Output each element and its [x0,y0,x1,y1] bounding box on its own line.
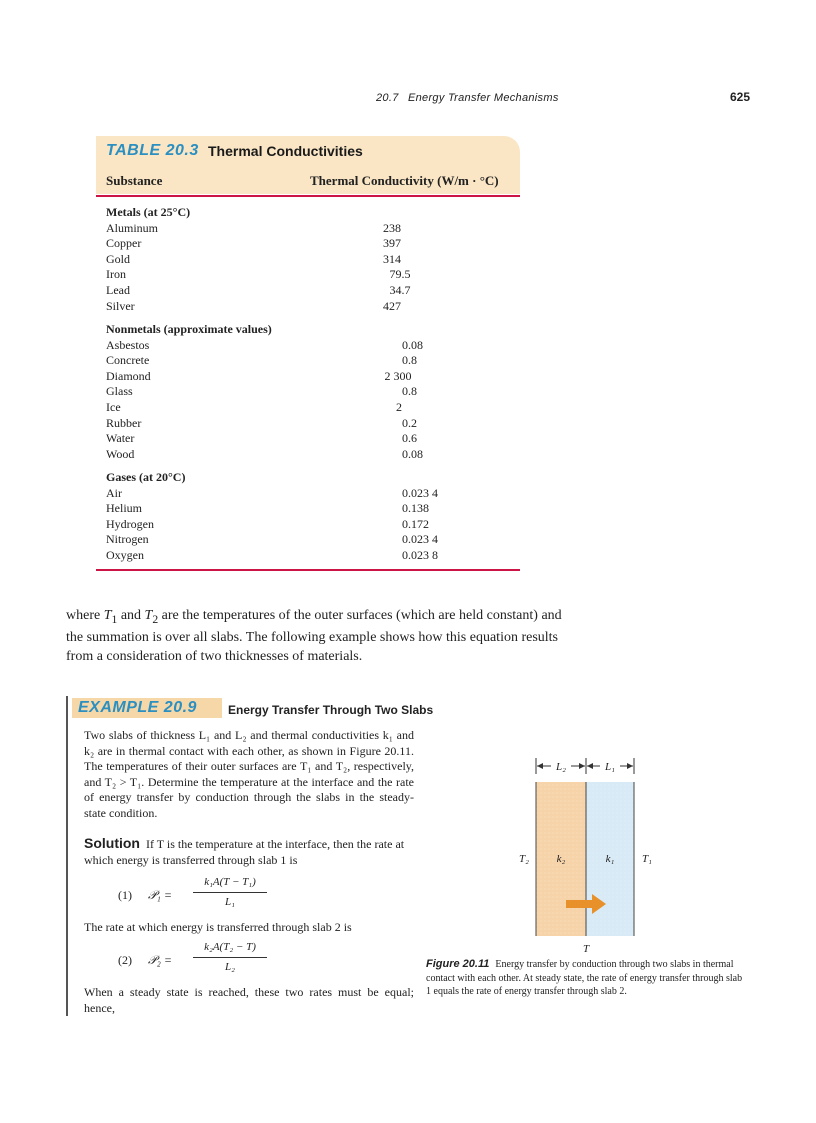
para-text: are the temperatures of the outer surfaces (which are held constant) and the summation is over all slabs. The following example shows how this equation results from a consideration of two thicknesses of materials. [66,608,562,664]
table-cell-conductivity: 397 [383,236,401,251]
body-paragraph [66,607,566,666]
label-T1: T₁ [642,853,652,865]
table-group-heading: Metals (at 25°C) [106,205,191,219]
example-title: Energy Transfer Through Two Slabs [228,703,434,717]
example-label: EXAMPLE 20.9 [78,699,197,716]
label-L2: L₂ [556,761,566,773]
table-cell-substance: Air [106,485,122,500]
label-L1: L₁ [605,761,615,773]
label-T: T [582,943,590,955]
figure-caption-label: Figure 20.11 [426,958,490,970]
equation-1-denominator: L₁ [225,896,235,908]
example-banner-arrow [200,698,214,718]
equation-2-lhs: 𝒫₂ = [148,953,172,967]
table-cell-substance: Oxygen [106,548,144,562]
table-title: Thermal Conductivities [208,143,363,159]
equation-2-denominator: L₂ [225,961,235,973]
table-cell-substance: Hydrogen [106,516,154,531]
table-cell-conductivity: 427 [383,298,401,313]
mid-text: The rate at which energy is transferred through slab 2 is [84,920,352,934]
para-text: and [117,608,145,623]
table-cell-conductivity: 0.8 [402,353,417,368]
eq1-num: (1) [118,888,132,902]
equation-1-lhs: 𝒫₁ = [148,888,172,902]
table-cell-conductivity: 2 [396,400,402,414]
table-cell-conductivity: 0.023 4 [402,485,438,500]
table-cell-conductivity: 0.023 4 [402,532,438,547]
end-text: When a steady state is reached, these two rates must be equal; hence, [84,985,414,1015]
table-cell-substance: Wood [106,446,135,461]
table-label: TABLE 20.3 [106,142,199,159]
table-cell-substance: Iron [106,267,126,282]
figure-caption-text: Energy transfer by conduction through two slabs in thermal contact with each other. At steady state, the rate of energy transfer through slab 1 equals the rate of energy transfer through slab 2. [426,959,743,997]
table-bottom-rule [96,569,520,571]
table-cell-substance: Aluminum [106,220,159,235]
table-cell-conductivity: 0.2 [402,415,417,430]
symbol-T2: T [144,608,153,623]
solution-heading: Solution [84,835,140,851]
eq2-num: (2) [118,953,132,967]
equation-1-number [118,888,132,903]
table-cell-conductivity: 238 [383,220,401,235]
table-top-rule [96,195,520,197]
table-cell-conductivity: 34.7 [389,283,411,297]
equation-1-fraction-bar [193,892,267,893]
table-group-heading: Gases (at 20°C) [106,470,186,484]
table-cell-substance: Rubber [106,415,142,430]
section-title: Energy Transfer Mechanisms [407,92,559,104]
table-cell-conductivity: 0.6 [402,431,417,446]
arrowhead [579,763,585,769]
table-cell-substance: Ice [106,400,121,414]
example-sidebar-rule [66,696,68,1016]
table-cell-substance: Water [106,431,135,446]
table-cell-substance: Diamond [106,368,151,383]
table-cell-conductivity: 0.023 8 [402,548,438,562]
equation-2-numerator: k₂A(T₂ − T) [204,941,256,953]
label-k1: k₁ [605,853,615,865]
table-cell-substance: Nitrogen [106,532,149,547]
symbol-T1: T [103,608,112,623]
table-cell-substance: Silver [106,298,135,313]
figure-20-11-diagram [500,740,670,960]
arrowhead [537,763,543,769]
table-cell-conductivity: 0.172 [402,516,429,531]
example-body: Two slabs of thickness L₁ and L₂ and thermal conductivities k₁ and k₂ are in thermal contact with each other, as shown in Figure 20.11. The temperatures of their outer surfaces are T₁ and T₂, respectively, and T₂ > T₁. Determine the temperature at the interface and the rate of energy transfer by conduction through the slabs in the steady-state condition. [84,728,414,820]
running-header [376,92,559,104]
arrowhead [627,763,633,769]
table-group-heading: Nonmetals (approximate values) [106,322,272,336]
table-cell-conductivity: 2 300 [384,368,412,383]
figure-caption [426,958,746,999]
sub-1: 1 [111,612,118,626]
table-cell-substance: Asbestos [106,337,150,352]
table-cell-substance: Concrete [106,353,150,368]
column-header-substance: Substance [106,173,163,188]
label-T2: T₂ [519,853,529,865]
table-cell-conductivity: 0.138 [402,501,429,516]
table-cell-substance: Helium [106,501,142,516]
table-cell-substance: Lead [106,283,130,297]
equation-2-number [118,953,132,968]
column-header-conductivity: Thermal Conductivity (W/m · °C) [310,173,499,188]
solution-paragraph [84,836,414,868]
table-cell-conductivity: 0.08 [402,337,423,352]
solution-text: If T is the temperature at the interface, then the rate at which energy is transferred through slab 1 is [84,837,405,867]
energy-arrow-body [566,900,594,908]
table-cell-substance: Copper [106,236,142,251]
table-cell-conductivity: 79.5 [389,267,411,282]
section-number: 20.7 [376,92,399,104]
page-number: 625 [729,90,750,104]
table-cell-substance: Glass [106,384,133,399]
equation-1-numerator: k₁A(T − T₁) [204,876,256,888]
label-k2: k₂ [556,853,566,865]
equation-2-fraction-bar [193,957,267,958]
para-text: where [66,608,104,623]
table-cell-substance: Gold [106,251,130,266]
sub-2: 2 [152,612,159,626]
table-cell-conductivity: 0.08 [402,446,423,461]
table-cell-conductivity: 314 [383,251,401,266]
arrowhead [587,763,593,769]
table-cell-conductivity: 0.8 [402,384,417,399]
